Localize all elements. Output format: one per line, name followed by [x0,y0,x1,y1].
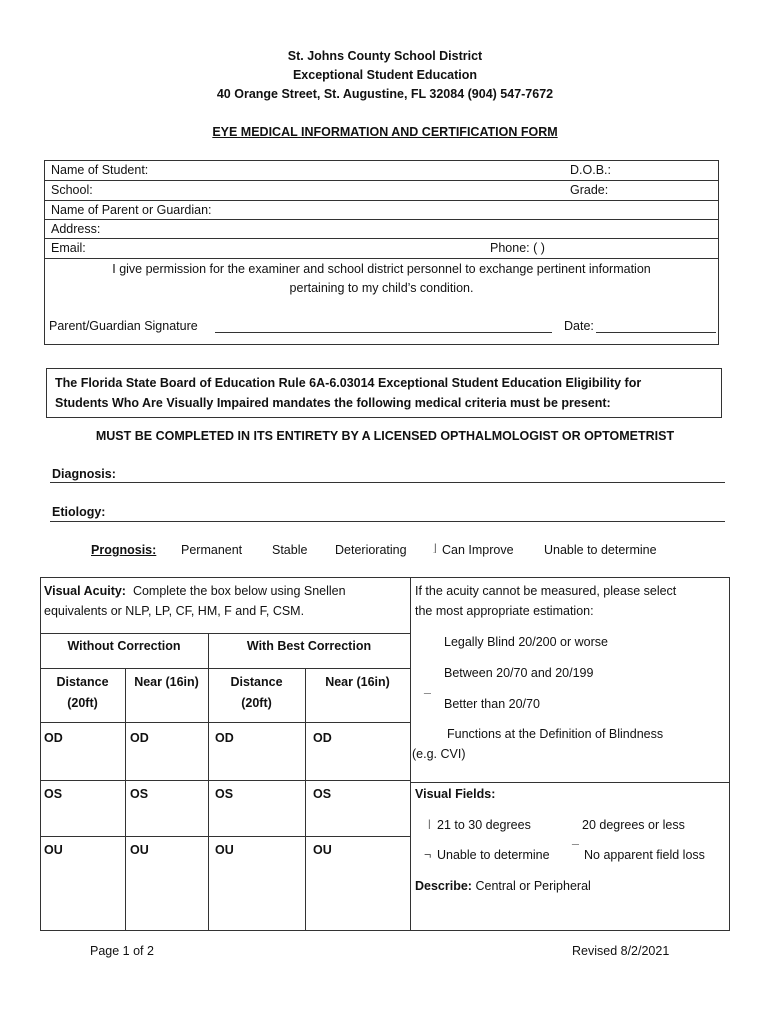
date-label: Date: [564,319,594,333]
os-label: OS [44,787,63,801]
prognosis-stable[interactable]: Stable [272,543,308,557]
estimation-between[interactable]: Between 20/70 and 20/199 [444,666,594,680]
visual-fields-title: Visual Fields: [415,787,496,801]
acuity-intro-1: Visual Acuity: Complete the box below using Snellen [44,584,346,598]
phone-label: Phone: ( ) [490,241,545,255]
checkbox-mark-icon: ¯ [572,843,579,857]
estimation-legally-blind[interactable]: Legally Blind 20/200 or worse [444,635,608,649]
col-distance-1-sub: (20ft) [67,696,98,710]
signature-label: Parent/Guardian Signature [49,319,198,333]
estimation-functions-eg: (e.g. CVI) [412,747,466,761]
describe-row: Describe: Central or Peripheral [415,879,591,893]
department-name: Exceptional Student Education [292,68,478,82]
prognosis-label: Prognosis: [91,543,157,557]
dob-label: D.O.B.: [570,163,611,177]
district-address: 40 Orange Street, St. Augustine, FL 32084 (904) 547-7672 [216,87,554,101]
with-best-correction-header: With Best Correction [246,639,372,653]
district-name: St. Johns County School District [287,49,483,63]
od-label: OD [215,731,234,745]
estimation-intro-2: the most appropriate estimation: [415,604,594,618]
prognosis-deteriorating[interactable]: Deteriorating [335,543,407,557]
estimation-better-than[interactable]: Better than 20/70 [444,697,540,711]
licensed-instruction: MUST BE COMPLETED IN ITS ENTIRETY BY A LICENSED OPTHALMOLOGIST OR OPTOMETRIST [95,429,675,443]
os-label: OS [215,787,234,801]
od-label: OD [44,731,63,745]
revised-date: Revised 8/2/2021 [572,944,670,958]
col-distance-2: Distance [230,675,283,689]
diagnosis-line[interactable] [50,482,725,483]
field-unable[interactable]: Unable to determine [437,848,550,862]
od-label: OD [130,731,149,745]
address-label: Address: [51,222,101,236]
etiology-label: Etiology: [52,505,106,519]
checkbox-mark-icon: ¬ [424,848,432,862]
checkbox-mark-icon: ׅ| [434,543,437,554]
diagnosis-label: Diagnosis: [52,467,116,481]
col-near-2: Near (16in) [325,675,390,689]
form-title: EYE MEDICAL INFORMATION AND CERTIFICATION FORM [212,125,558,139]
prognosis-unable[interactable]: Unable to determine [544,543,657,557]
acuity-intro-2: equivalents or NLP, LP, CF, HM, F and F, CSM. [44,604,305,618]
estimation-intro-1: If the acuity cannot be measured, please select [415,584,677,598]
col-near-1: Near (16in) [134,675,199,689]
prognosis-can-improve[interactable]: Can Improve [442,543,514,557]
ou-label: OU [44,843,63,857]
field-21-30[interactable]: 21 to 30 degrees [437,818,531,832]
ou-label: OU [313,843,332,857]
page-number: Page 1 of 2 [90,944,154,958]
etiology-line[interactable] [50,521,725,522]
permission-text-1: I give permission for the examiner and school district personnel to exchange pertinent information [112,262,651,276]
rule-notice-1: The Florida State Board of Education Rule 6A-6.03014 Exceptional Student Education Eligibility for [55,376,642,390]
date-line[interactable] [596,332,716,333]
acuity-table [40,577,730,931]
prognosis-permanent[interactable]: Permanent [181,543,243,557]
rule-notice-2: Students Who Are Visually Impaired mandates the following medical criteria must be present: [55,396,611,410]
student-info-box [44,160,719,345]
without-correction-header: Without Correction [67,639,181,653]
ou-label: OU [215,843,234,857]
os-label: OS [313,787,332,801]
permission-text-2: pertaining to my child’s condition. [289,281,474,295]
field-20-or-less[interactable]: 20 degrees or less [582,818,685,832]
field-no-loss[interactable]: No apparent field loss [584,848,705,862]
grade-label: Grade: [570,183,609,197]
os-label: OS [130,787,149,801]
signature-line[interactable] [215,332,552,333]
checkbox-mark-icon: ¯ [424,692,431,706]
school-label: School: [51,183,93,197]
student-name-label: Name of Student: [51,163,149,177]
email-label: Email: [51,241,86,255]
ou-label: OU [130,843,149,857]
estimation-functions[interactable]: Functions at the Definition of Blindness [447,727,664,741]
od-label: OD [313,731,332,745]
parent-name-label: Name of Parent or Guardian: [51,203,212,217]
col-distance-2-sub: (20ft) [241,696,272,710]
col-distance-1: Distance [56,675,109,689]
checkbox-mark-icon: | [428,819,431,830]
